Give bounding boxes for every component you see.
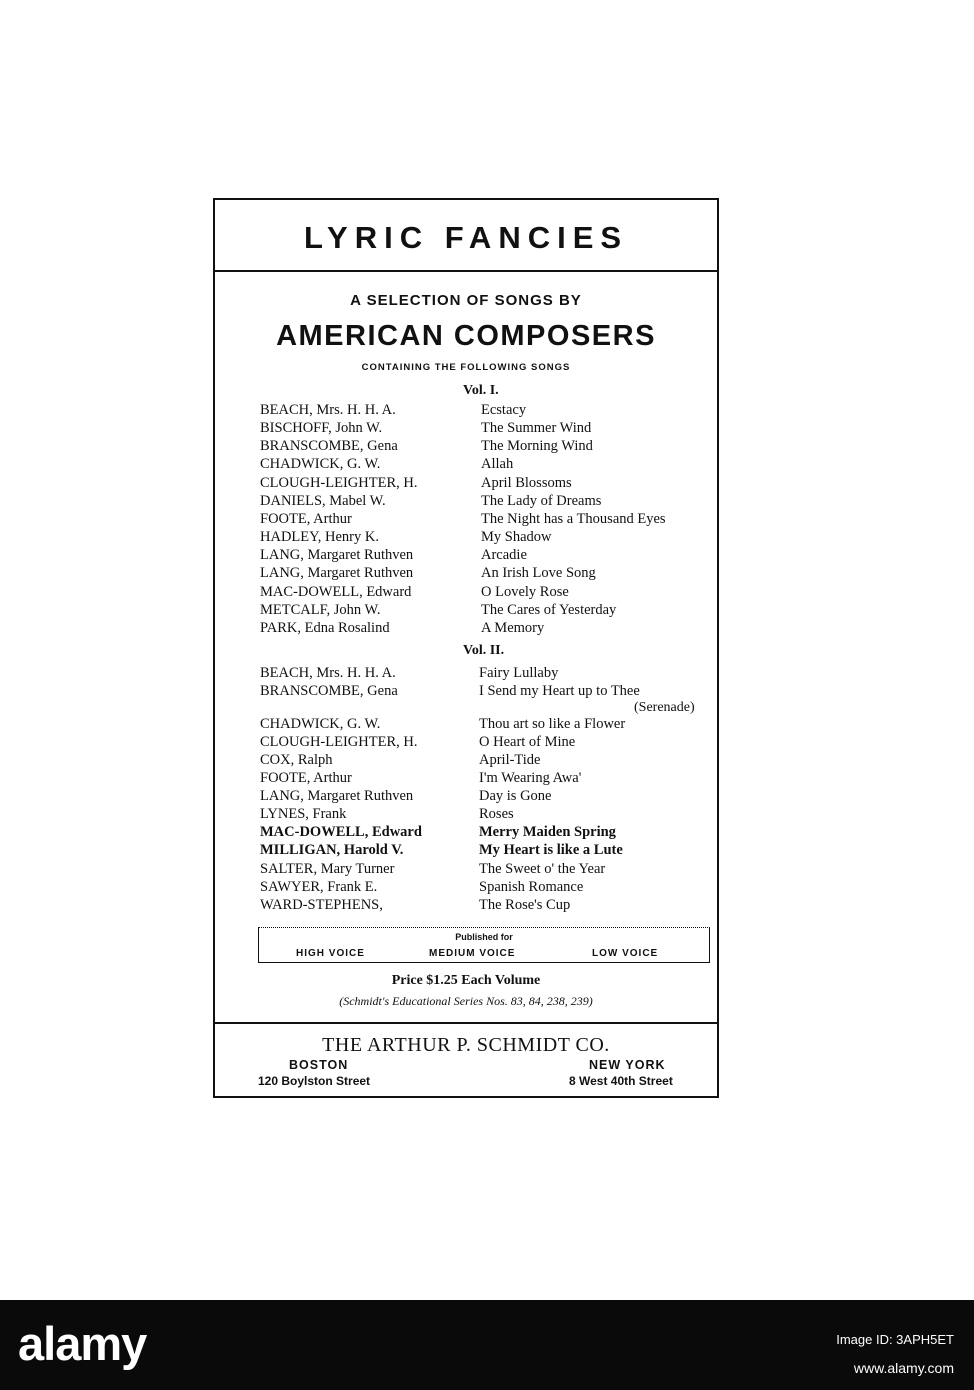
composer-name: BRANSCOMBE, Gena	[260, 438, 398, 455]
song-row	[260, 788, 720, 806]
composer-name: METCALF, John W.	[260, 601, 381, 618]
composer-name: SALTER, Mary Turner	[260, 860, 395, 877]
composer-name: MAC-DOWELL, Edward	[260, 824, 422, 841]
song-title: Ecstacy	[481, 402, 527, 418]
song-row	[260, 493, 720, 511]
composer-name: CHADWICK, G. W.	[260, 716, 381, 733]
composer-name: BEACH, Mrs. H. H. A.	[260, 665, 396, 681]
composer-name: BRANSCOMBE, Gena	[260, 683, 398, 700]
song-row	[260, 620, 720, 638]
vol2-label: Vol. II.	[463, 643, 505, 658]
song-title: The Summer Wind	[481, 420, 592, 437]
composer-name: MAC-DOWELL, Edward	[260, 583, 412, 600]
containing-line: CONTAINING THE FOLLOWING SONGS	[361, 362, 571, 373]
composer-name: DANIELS, Mabel W.	[260, 492, 386, 509]
song-row	[260, 716, 720, 734]
song-title: My Shadow	[481, 529, 552, 546]
song-row	[260, 734, 720, 752]
composer-name: CHADWICK, G. W.	[260, 456, 381, 473]
song-row	[260, 456, 720, 474]
song-title: Thou art so like a Flower	[479, 716, 626, 733]
composer-name: BEACH, Mrs. H. H. A.	[260, 402, 396, 418]
brand-logo: alamy	[18, 1317, 147, 1370]
series-note: (Schmidt's Educational Series Nos. 83, 84, 238, 239)	[339, 994, 593, 1008]
high-voice: HIGH VOICE	[296, 948, 365, 959]
composer-name: BISCHOFF, John W.	[260, 420, 383, 437]
song-row	[260, 824, 720, 842]
song-row	[260, 602, 720, 620]
newyork-label: NEW YORK	[589, 1058, 666, 1072]
low-voice: LOW VOICE	[592, 948, 659, 959]
song-title: Fairy Lullaby	[479, 665, 559, 681]
song-title: Arcadie	[481, 547, 527, 564]
song-row	[260, 511, 720, 529]
composer-name: CLOUGH-LEIGHTER, H.	[260, 734, 418, 751]
heading: AMERICAN COMPOSERS	[276, 320, 656, 352]
title-page	[213, 198, 719, 1098]
composer-name: PARK, Edna Rosalind	[260, 619, 390, 636]
song-title: An Irish Love Song	[481, 565, 596, 582]
publisher-footer	[215, 1022, 717, 1098]
composer-name: WARD-STEPHENS,	[260, 896, 383, 913]
song-row	[260, 565, 720, 583]
voice-box	[258, 927, 710, 963]
boston-address: 120 Boylston Street	[258, 1074, 371, 1088]
song-title: The Sweet o' the Year	[479, 860, 606, 877]
composer-name: HADLEY, Henry K.	[260, 529, 379, 546]
newyork-address: 8 West 40th Street	[569, 1074, 673, 1088]
song-title: Allah	[481, 456, 514, 473]
song-row	[260, 879, 720, 897]
composer-name: LANG, Margaret Ruthven	[260, 565, 414, 582]
song-title: The Night has a Thousand Eyes	[481, 510, 666, 527]
song-title: April Blossoms	[481, 474, 572, 491]
song-row	[260, 861, 720, 879]
image-id: Image ID: 3APH5ET	[836, 1332, 954, 1347]
medium-voice: MEDIUM VOICE	[429, 948, 516, 959]
song-title: Roses	[479, 806, 514, 823]
composer-name: LANG, Margaret Ruthven	[260, 788, 414, 805]
song-title: I'm Wearing Awa'	[479, 770, 582, 787]
song-row	[260, 683, 720, 701]
song-title: April-Tide	[479, 752, 541, 769]
composer-name: SAWYER, Frank E.	[260, 878, 378, 895]
publisher-name: THE ARTHUR P. SCHMIDT CO.	[322, 1034, 610, 1056]
song-title: O Lovely Rose	[481, 583, 569, 600]
title-box	[215, 200, 717, 272]
song-row	[260, 897, 720, 915]
song-row	[260, 770, 720, 788]
song-row	[260, 842, 720, 860]
composer-name: FOOTE, Arthur	[260, 510, 352, 527]
song-title: Merry Maiden Spring	[479, 824, 616, 841]
vol1-label: Vol. I.	[463, 383, 499, 398]
song-title: The Rose's Cup	[479, 896, 571, 913]
song-row	[260, 584, 720, 602]
composer-name: MILLIGAN, Harold V.	[260, 842, 404, 859]
song-row	[260, 475, 720, 493]
song-row	[260, 752, 720, 770]
stock-banner	[0, 1300, 974, 1390]
page-title: LYRIC FANCIES	[303, 220, 629, 255]
song-row	[260, 420, 720, 438]
site-url[interactable]: www.alamy.com	[853, 1360, 954, 1376]
song-title: My Heart is like a Lute	[479, 842, 623, 859]
song-row	[260, 438, 720, 456]
composer-name: LANG, Margaret Ruthven	[260, 547, 414, 564]
song-title: The Morning Wind	[481, 438, 593, 455]
song-row	[260, 529, 720, 547]
song-title: Day is Gone	[479, 788, 552, 805]
song-title: The Lady of Dreams	[481, 492, 602, 509]
song-title: The Cares of Yesterday	[481, 601, 617, 618]
song-row	[260, 547, 720, 565]
price: Price $1.25 Each Volume	[391, 973, 541, 988]
song-title: Spanish Romance	[479, 878, 584, 895]
composer-name: LYNES, Frank	[260, 806, 347, 823]
composer-name: COX, Ralph	[260, 752, 333, 769]
song-row	[260, 402, 720, 420]
song-title: I Send my Heart up to Thee	[479, 683, 640, 700]
subtitle: A SELECTION OF SONGS BY	[350, 292, 582, 309]
boston-label: BOSTON	[289, 1058, 349, 1072]
song-title: O Heart of Mine	[479, 734, 576, 751]
song-row	[260, 806, 720, 824]
serenade-note: (Serenade)	[634, 700, 695, 715]
published-for: Published for	[455, 932, 513, 942]
composer-name: CLOUGH-LEIGHTER, H.	[260, 474, 418, 491]
composer-name: FOOTE, Arthur	[260, 770, 352, 787]
song-row	[260, 665, 720, 683]
song-title: A Memory	[481, 619, 545, 636]
